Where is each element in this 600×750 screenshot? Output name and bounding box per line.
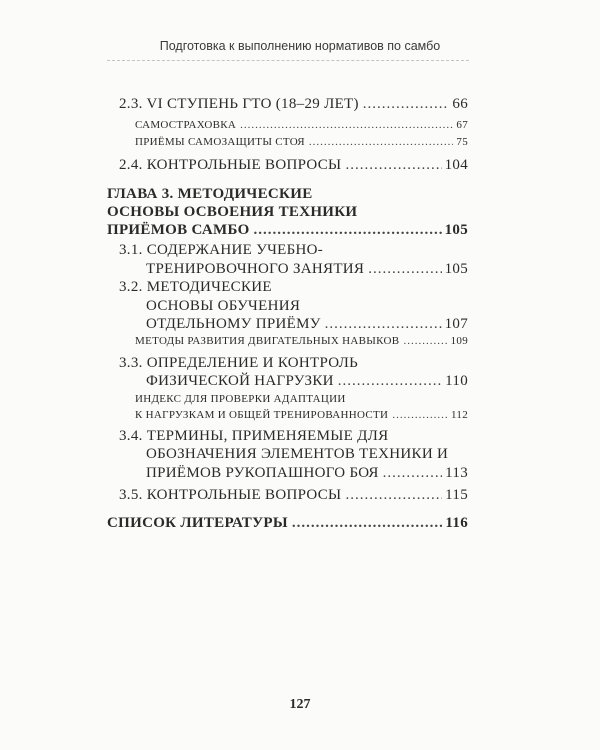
- toc-entry-title-line-2: ОСНОВЫ ОБУЧЕНИЯ: [146, 298, 301, 314]
- toc-page-number: 105: [444, 222, 468, 238]
- toc-page-number: 104: [444, 157, 468, 173]
- toc-entry-literature[interactable]: [107, 515, 468, 532]
- leader-dots: [309, 136, 454, 148]
- leader-dots: [345, 487, 442, 504]
- chapter-title-line-3: ПРИЁМОВ САМБО: [107, 222, 250, 238]
- toc-page-number: 75: [456, 136, 468, 148]
- toc-entry-2-4[interactable]: [119, 157, 468, 174]
- toc-page-number: 66: [452, 96, 468, 112]
- leader-dots: [383, 465, 442, 482]
- leader-dots: [363, 96, 450, 113]
- toc-entry-title: СПИСОК ЛИТЕРАТУРЫ: [107, 515, 288, 531]
- toc-entry-title: МЕТОДЫ РАЗВИТИЯ ДВИГАТЕЛЬНЫХ НАВЫКОВ: [135, 335, 400, 347]
- chapter-title-line-1: ГЛАВА 3. МЕТОДИЧЕСКИЕ: [107, 186, 313, 202]
- leader-dots: [325, 316, 442, 333]
- toc-page-number: 67: [456, 119, 468, 131]
- running-head: Подготовка к выполнению нормативов по самбо: [159, 39, 441, 53]
- toc-page-number: 112: [451, 409, 468, 421]
- toc-page-number: 109: [450, 335, 468, 347]
- toc-entry-title-line-3: ОТДЕЛЬНОМУ ПРИЁМУ: [146, 316, 321, 332]
- toc-subentry-standing-defense[interactable]: [135, 136, 468, 148]
- leader-dots: [292, 515, 443, 532]
- toc-entry-title-line-3: ПРИЁМОВ РУКОПАШНОГО БОЯ: [146, 465, 379, 481]
- toc-entry-title: 3.5. КОНТРОЛЬНЫЕ ВОПРОСЫ: [119, 487, 342, 503]
- toc-entry-3-5[interactable]: [119, 487, 468, 504]
- toc-entry-title-line-2: ТРЕНИРОВОЧНОГО ЗАНЯТИЯ: [146, 261, 365, 277]
- toc-subentry-motor-skills[interactable]: [135, 335, 468, 347]
- toc-entry-title-line-1: ИНДЕКС ДЛЯ ПРОВЕРКИ АДАПТАЦИИ: [135, 393, 346, 405]
- toc-entry-title-line-2: ОБОЗНАЧЕНИЯ ЭЛЕМЕНТОВ ТЕХНИКИ И: [146, 446, 449, 462]
- toc-entry-title-line-1: 3.1. СОДЕРЖАНИЕ УЧЕБНО-: [119, 242, 324, 258]
- toc-entry-title-line-2: ФИЗИЧЕСКОЙ НАГРУЗКИ: [146, 373, 334, 389]
- leader-dots: [403, 335, 447, 347]
- toc-page-number: 116: [445, 515, 468, 531]
- toc-entry-title: САМОСТРАХОВКА: [135, 119, 237, 131]
- toc-entry-2-3[interactable]: [119, 96, 468, 113]
- toc-page-number: 107: [444, 316, 468, 332]
- leader-dots: [338, 373, 442, 390]
- toc-entry-title-line-2: К НАГРУЗКАМ И ОБЩЕЙ ТРЕНИРОВАННОСТИ: [135, 409, 389, 421]
- toc-entry-title: ПРИЁМЫ САМОЗАЩИТЫ СТОЯ: [135, 136, 305, 148]
- toc-entry-title: 2.4. КОНТРОЛЬНЫЕ ВОПРОСЫ: [119, 157, 342, 173]
- chapter-title-line-2: ОСНОВЫ ОСВОЕНИЯ ТЕХНИКИ: [107, 204, 358, 220]
- toc-entry-title-line-1: 3.2. МЕТОДИЧЕСКИЕ: [119, 279, 272, 295]
- toc-entry-title-line-1: 3.3. ОПРЕДЕЛЕНИЕ И КОНТРОЛЬ: [119, 355, 359, 371]
- toc-page-number: 113: [445, 465, 468, 481]
- leader-dots: [240, 119, 453, 131]
- leader-dots: [368, 261, 441, 278]
- toc-entry-title: 2.3. VI СТУПЕНЬ ГТО (18–29 ЛЕТ): [119, 96, 359, 112]
- toc-entry-title-line-1: 3.4. ТЕРМИНЫ, ПРИМЕНЯЕМЫЕ ДЛЯ: [119, 428, 389, 444]
- toc-subentry-self-insurance[interactable]: [135, 119, 468, 131]
- leader-dots: [254, 222, 442, 239]
- leader-dots: [345, 157, 441, 174]
- leader-dots: [392, 409, 448, 421]
- page-number: 127: [289, 697, 311, 712]
- toc-page-number: 105: [444, 261, 468, 277]
- toc-page-number: 110: [445, 373, 468, 389]
- toc-page-number: 115: [445, 487, 468, 503]
